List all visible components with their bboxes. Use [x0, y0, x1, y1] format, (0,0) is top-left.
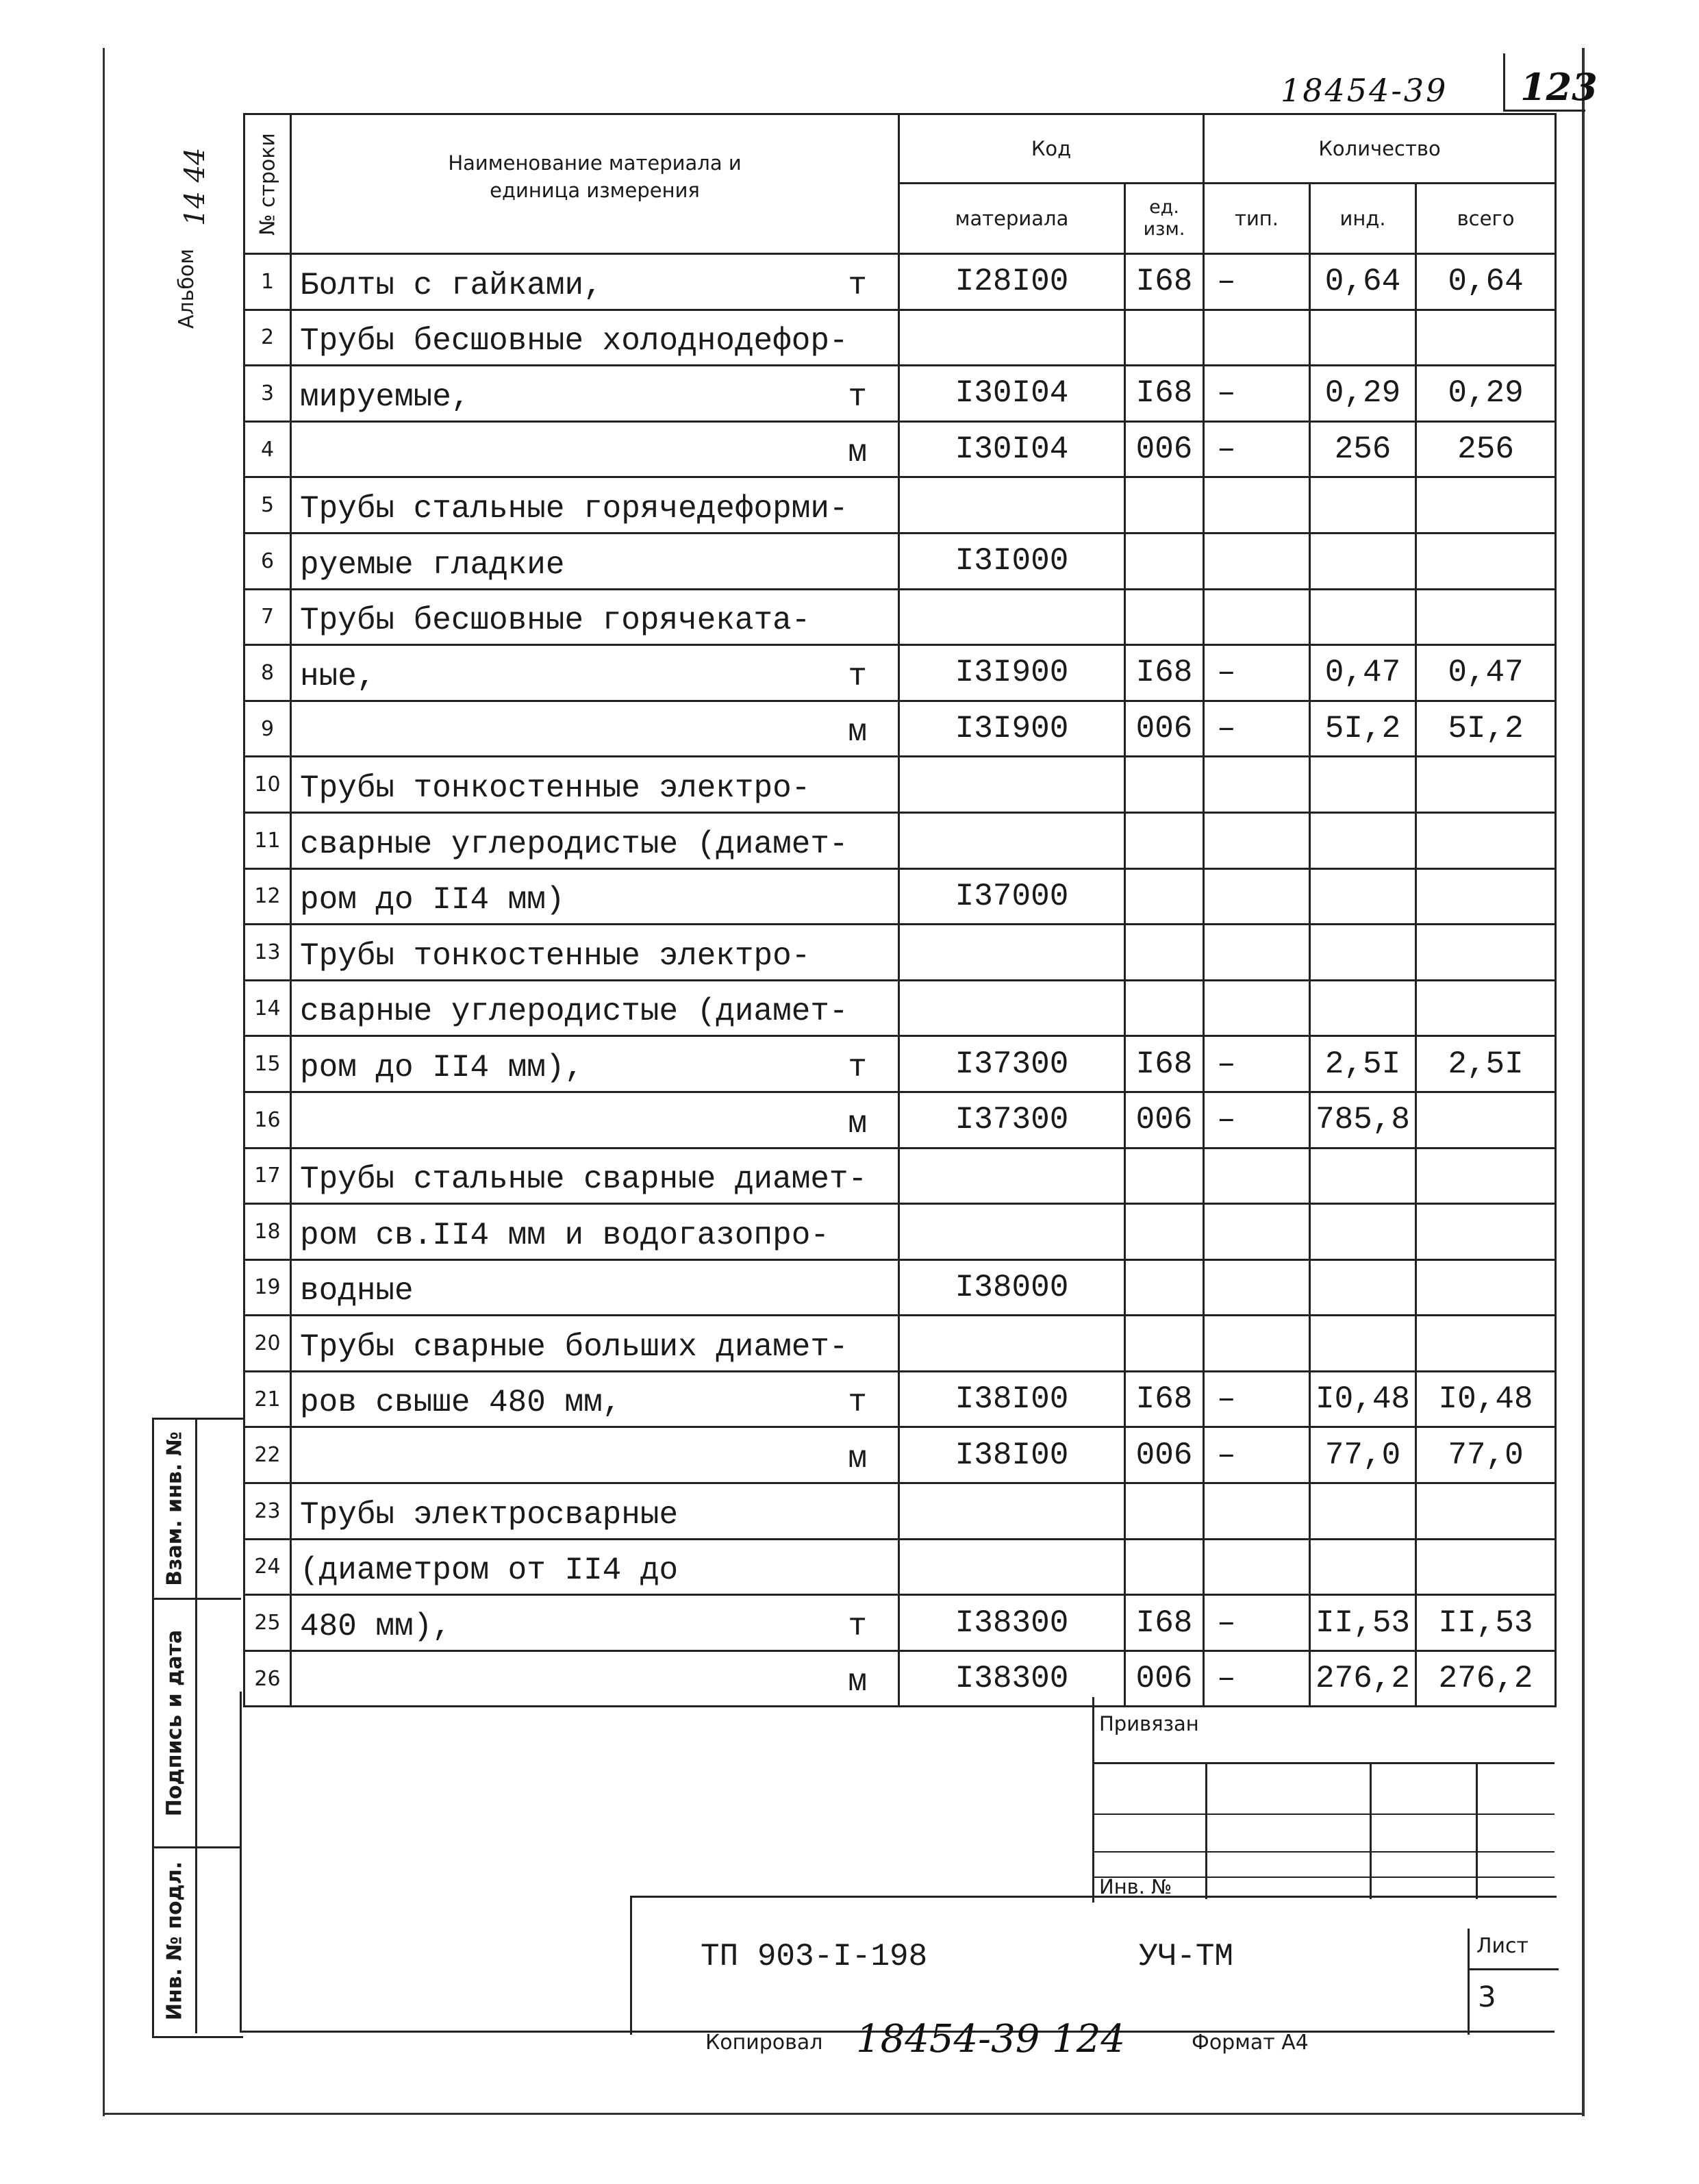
material-name-cell	[291, 980, 899, 1036]
material-code: I38300	[899, 1650, 1125, 1707]
measure-unit: т	[848, 1385, 867, 1421]
row-number: 23	[244, 1483, 291, 1540]
material-code	[899, 1483, 1125, 1540]
qty-typ: –	[1204, 421, 1310, 477]
material-code: I30I04	[899, 421, 1125, 477]
qty-typ: –	[1204, 254, 1310, 310]
qty-ind	[1310, 980, 1416, 1036]
qty-typ	[1204, 1259, 1310, 1316]
measure-unit: м	[848, 1441, 867, 1477]
material-name: ром до II4 мм),	[300, 1049, 584, 1085]
document-designation: УЧ-ТМ	[1139, 1939, 1234, 1974]
measure-unit: м	[848, 435, 867, 471]
table-row	[244, 1595, 1556, 1651]
material-name: Трубы бесшовные горячеката-	[300, 603, 811, 639]
qty-total	[1416, 980, 1556, 1036]
row-number: 6	[244, 533, 291, 589]
copied-by-handwritten: 18454-39 124	[856, 2017, 1126, 2061]
qty-ind: 5I,2	[1310, 701, 1416, 757]
unit-code: I68	[1125, 366, 1204, 422]
qty-total	[1416, 589, 1556, 645]
qty-ind: 256	[1310, 421, 1416, 477]
qty-typ: –	[1204, 701, 1310, 757]
unit-code: 006	[1125, 1650, 1204, 1707]
material-name: Трубы бесшовные холоднодефор-	[300, 323, 848, 360]
material-code: I38000	[899, 1259, 1125, 1316]
qty-total	[1416, 533, 1556, 589]
qty-ind	[1310, 1148, 1416, 1204]
material-code: I30I04	[899, 366, 1125, 422]
row-number: 2	[244, 310, 291, 366]
row-number: 20	[244, 1316, 291, 1372]
row-number: 14	[244, 980, 291, 1036]
qty-ind	[1310, 812, 1416, 868]
material-code: I38I00	[899, 1371, 1125, 1427]
material-name-cell	[291, 1650, 899, 1707]
unit-code	[1125, 1204, 1204, 1260]
qty-ind: 0,64	[1310, 254, 1416, 310]
qty-typ: –	[1204, 1650, 1310, 1707]
material-name-cell	[291, 1427, 899, 1483]
material-name-cell	[291, 254, 899, 310]
row-number: 18	[244, 1204, 291, 1260]
unit-code	[1125, 477, 1204, 534]
row-number: 12	[244, 868, 291, 925]
material-name: 480 мм),	[300, 1608, 451, 1644]
frame-bottom-border	[103, 2113, 1585, 2115]
table-row	[244, 1483, 1556, 1540]
qty-ind	[1310, 310, 1416, 366]
side-stamp-inv-podl	[154, 1848, 241, 2033]
qty-total: 77,0	[1416, 1427, 1556, 1483]
table-row	[244, 1427, 1556, 1483]
qty-ind	[1310, 533, 1416, 589]
unit-code: 006	[1125, 701, 1204, 757]
sheet-number-underline	[1503, 110, 1585, 112]
qty-typ	[1204, 757, 1310, 813]
unit-code	[1125, 1483, 1204, 1540]
table-row	[244, 533, 1556, 589]
qty-ind: 0,47	[1310, 645, 1416, 701]
measure-unit: м	[848, 1664, 867, 1700]
row-number: 24	[244, 1539, 291, 1595]
format-label: Формат А4	[1192, 2031, 1309, 2055]
qty-ind	[1310, 757, 1416, 813]
qty-total	[1416, 1483, 1556, 1540]
row-number: 8	[244, 645, 291, 701]
material-name-cell	[291, 533, 899, 589]
album-number: 14 44	[179, 147, 211, 226]
unit-code: 006	[1125, 1092, 1204, 1148]
frame-left-border	[103, 48, 105, 2116]
material-name: Трубы сварные больших диамет-	[300, 1329, 848, 1365]
qty-typ: –	[1204, 1427, 1310, 1483]
material-code: I3I900	[899, 701, 1125, 757]
row-number: 26	[244, 1650, 291, 1707]
qty-total	[1416, 310, 1556, 366]
material-code	[899, 310, 1125, 366]
material-name: ров свыше 480 мм,	[300, 1385, 622, 1421]
row-number: 22	[244, 1427, 291, 1483]
material-code	[899, 1316, 1125, 1372]
qty-total: 256	[1416, 421, 1556, 477]
row-number: 17	[244, 1148, 291, 1204]
table-row	[244, 812, 1556, 868]
qty-total: 2,5I	[1416, 1036, 1556, 1092]
material-code	[899, 925, 1125, 981]
stamp-left-rule	[240, 1692, 242, 2033]
material-code: I38300	[899, 1595, 1125, 1651]
row-number: 25	[244, 1595, 291, 1651]
qty-typ	[1204, 812, 1310, 868]
material-name-cell	[291, 645, 899, 701]
qty-total: 0,29	[1416, 366, 1556, 422]
unit-code: I68	[1125, 1036, 1204, 1092]
measure-unit: м	[848, 714, 867, 751]
measure-unit: м	[848, 1105, 867, 1142]
unit-code	[1125, 1148, 1204, 1204]
header-row-number: № строки	[244, 114, 291, 254]
material-name-cell	[291, 925, 899, 981]
qty-typ	[1204, 310, 1310, 366]
qty-typ	[1204, 980, 1310, 1036]
row-number: 5	[244, 477, 291, 534]
material-name: сварные углеродистые (диамет-	[300, 994, 848, 1030]
table-row	[244, 645, 1556, 701]
table-row	[244, 701, 1556, 757]
qty-typ: –	[1204, 1371, 1310, 1427]
material-name: Трубы тонкостенные электро-	[300, 770, 811, 806]
qty-total	[1416, 1092, 1556, 1148]
qty-ind	[1310, 589, 1416, 645]
qty-total: I0,48	[1416, 1371, 1556, 1427]
qty-typ	[1204, 868, 1310, 925]
unit-code: 006	[1125, 1427, 1204, 1483]
unit-code: I68	[1125, 645, 1204, 701]
table-row	[244, 589, 1556, 645]
qty-ind: 77,0	[1310, 1427, 1416, 1483]
sheet-box	[1468, 1929, 1559, 2035]
materials-table	[243, 113, 1557, 1707]
material-name-cell	[291, 1316, 899, 1372]
material-name-cell	[291, 1483, 899, 1540]
measure-unit: т	[848, 1049, 867, 1085]
unit-code	[1125, 1539, 1204, 1595]
title-block	[630, 1896, 1557, 2035]
material-name: водные	[300, 1273, 414, 1309]
side-stamp	[152, 1418, 243, 2038]
qty-typ	[1204, 533, 1310, 589]
qty-typ	[1204, 589, 1310, 645]
row-number: 3	[244, 366, 291, 422]
material-code: I3I900	[899, 645, 1125, 701]
material-name: руемые гладкие	[300, 547, 565, 583]
unit-code: 006	[1125, 421, 1204, 477]
frame-right-border	[1582, 48, 1585, 2116]
side-stamp-podpis-label: Подпись и дата	[162, 1629, 187, 1817]
side-stamp-inv-podl-label: Инв. № подл.	[162, 1861, 187, 2021]
qty-total: 0,64	[1416, 254, 1556, 310]
material-name-cell	[291, 366, 899, 422]
header-material-name: Наименование материала и единица измерения	[291, 114, 899, 254]
material-name-cell	[291, 1595, 899, 1651]
qty-typ: –	[1204, 1092, 1310, 1148]
table-row	[244, 1148, 1556, 1204]
material-code	[899, 1148, 1125, 1204]
table-row	[244, 1259, 1556, 1316]
table-row	[244, 421, 1556, 477]
material-code	[899, 980, 1125, 1036]
table-row	[244, 366, 1556, 422]
row-number: 9	[244, 701, 291, 757]
qty-total	[1416, 868, 1556, 925]
qty-typ	[1204, 1316, 1310, 1372]
unit-code	[1125, 589, 1204, 645]
qty-total: 276,2	[1416, 1650, 1556, 1707]
qty-total	[1416, 1539, 1556, 1595]
table-row	[244, 1204, 1556, 1260]
material-name: ные,	[300, 658, 376, 694]
row-number: 19	[244, 1259, 291, 1316]
material-code	[899, 1539, 1125, 1595]
measure-unit: т	[848, 267, 867, 303]
unit-code	[1125, 1259, 1204, 1316]
table-row	[244, 1092, 1556, 1148]
qty-typ: –	[1204, 645, 1310, 701]
table-row	[244, 868, 1556, 925]
material-code: I37300	[899, 1092, 1125, 1148]
table-row	[244, 980, 1556, 1036]
qty-typ	[1204, 1148, 1310, 1204]
sheet-value: 3	[1478, 1980, 1496, 2013]
qty-total	[1416, 1316, 1556, 1372]
material-code: I37000	[899, 868, 1125, 925]
qty-ind: I0,48	[1310, 1371, 1416, 1427]
album-label: Альбом	[175, 249, 199, 329]
qty-total: 0,47	[1416, 645, 1556, 701]
row-number: 10	[244, 757, 291, 813]
header-typ: тип.	[1204, 184, 1310, 254]
material-name-cell	[291, 868, 899, 925]
material-code	[899, 477, 1125, 534]
side-stamp-vzam-label: Взам. инв. №	[162, 1431, 187, 1586]
sheet-number-divider	[1503, 53, 1505, 112]
document-code: ТП 903-I-198	[701, 1939, 928, 1974]
qty-total	[1416, 925, 1556, 981]
unit-code	[1125, 1316, 1204, 1372]
row-number: 11	[244, 812, 291, 868]
measure-unit: т	[848, 379, 867, 415]
qty-typ: –	[1204, 1036, 1310, 1092]
qty-ind: 785,8	[1310, 1092, 1416, 1148]
reference-number: 18454-39	[1281, 72, 1448, 109]
material-code	[899, 589, 1125, 645]
inv-no-label: Инв. №	[1099, 1875, 1172, 1898]
qty-total	[1416, 1259, 1556, 1316]
table-row	[244, 925, 1556, 981]
material-name: сварные углеродистые (диамет-	[300, 826, 848, 862]
qty-ind	[1310, 1483, 1416, 1540]
qty-typ	[1204, 1539, 1310, 1595]
qty-typ	[1204, 1483, 1310, 1540]
header-code-group: Код	[899, 114, 1204, 184]
qty-total: 5I,2	[1416, 701, 1556, 757]
sheet-label: Лист	[1476, 1934, 1529, 1958]
qty-ind	[1310, 1204, 1416, 1260]
material-code: I3I000	[899, 533, 1125, 589]
qty-ind	[1310, 1539, 1416, 1595]
material-name-cell	[291, 477, 899, 534]
qty-total: II,53	[1416, 1595, 1556, 1651]
table-row	[244, 254, 1556, 310]
material-name: Трубы тонкостенные электро-	[300, 938, 811, 974]
material-name-cell	[291, 1539, 899, 1595]
material-name-cell	[291, 1204, 899, 1260]
row-number: 21	[244, 1371, 291, 1427]
qty-ind: 0,29	[1310, 366, 1416, 422]
table-row	[244, 477, 1556, 534]
header-ind: инд.	[1310, 184, 1416, 254]
table-row	[244, 1539, 1556, 1595]
material-name: ром до II4 мм)	[300, 882, 565, 918]
row-number: 4	[244, 421, 291, 477]
unit-code	[1125, 533, 1204, 589]
qty-typ	[1204, 1204, 1310, 1260]
header-quantity-group: Количество	[1204, 114, 1556, 184]
qty-ind	[1310, 925, 1416, 981]
table-row	[244, 310, 1556, 366]
copied-by-label: Копировал	[705, 2031, 823, 2055]
material-code	[899, 1204, 1125, 1260]
row-number: 15	[244, 1036, 291, 1092]
table-row	[244, 1036, 1556, 1092]
material-name-cell	[291, 812, 899, 868]
qty-ind	[1310, 868, 1416, 925]
qty-total	[1416, 477, 1556, 534]
row-number: 7	[244, 589, 291, 645]
header-total: всего	[1416, 184, 1556, 254]
unit-code	[1125, 812, 1204, 868]
side-stamp-podpis	[154, 1600, 241, 1848]
qty-ind: 2,5I	[1310, 1036, 1416, 1092]
qty-ind: 276,2	[1310, 1650, 1416, 1707]
material-code: I28I00	[899, 254, 1125, 310]
qty-typ: –	[1204, 1595, 1310, 1651]
qty-total	[1416, 757, 1556, 813]
material-name: Болты с гайками,	[300, 267, 603, 303]
unit-code	[1125, 980, 1204, 1036]
material-name-cell	[291, 1092, 899, 1148]
material-name-cell	[291, 1148, 899, 1204]
material-name-cell	[291, 1036, 899, 1092]
qty-typ	[1204, 477, 1310, 534]
measure-unit: т	[848, 658, 867, 694]
table-row	[244, 1371, 1556, 1427]
material-name: (диаметром от II4 до	[300, 1553, 679, 1589]
material-name: ром св.II4 мм и водогазопро-	[300, 1217, 829, 1253]
unit-code	[1125, 757, 1204, 813]
qty-total	[1416, 812, 1556, 868]
qty-ind	[1310, 477, 1416, 534]
privyazan-label: Привязан	[1099, 1712, 1199, 1735]
qty-ind	[1310, 1316, 1416, 1372]
material-name-cell	[291, 310, 899, 366]
material-name: мируемые,	[300, 379, 470, 415]
unit-code	[1125, 868, 1204, 925]
qty-ind	[1310, 1259, 1416, 1316]
material-name: Трубы стальные горячедеформи-	[300, 490, 848, 527]
row-number: 1	[244, 254, 291, 310]
material-name-cell	[291, 757, 899, 813]
sheet-number: 123	[1520, 65, 1598, 109]
material-code: I37300	[899, 1036, 1125, 1092]
unit-code: I68	[1125, 1371, 1204, 1427]
row-number: 16	[244, 1092, 291, 1148]
unit-code: I68	[1125, 254, 1204, 310]
unit-code	[1125, 925, 1204, 981]
table-row	[244, 757, 1556, 813]
material-code	[899, 757, 1125, 813]
header-unit-code: ед. изм.	[1125, 184, 1204, 254]
material-code: I38I00	[899, 1427, 1125, 1483]
material-name-cell	[291, 1371, 899, 1427]
material-name: Трубы стальные сварные диамет-	[300, 1162, 868, 1198]
side-stamp-vzam	[154, 1420, 241, 1600]
header-material-code: материала	[899, 184, 1125, 254]
qty-ind: II,53	[1310, 1595, 1416, 1651]
material-name: Трубы электросварные	[300, 1496, 679, 1533]
material-name-cell	[291, 1259, 899, 1316]
qty-typ: –	[1204, 366, 1310, 422]
material-code	[899, 812, 1125, 868]
qty-typ	[1204, 925, 1310, 981]
qty-total	[1416, 1204, 1556, 1260]
unit-code: I68	[1125, 1595, 1204, 1651]
material-name-cell	[291, 589, 899, 645]
row-number: 13	[244, 925, 291, 981]
unit-code	[1125, 310, 1204, 366]
material-name-cell	[291, 421, 899, 477]
material-name-cell	[291, 701, 899, 757]
qty-total	[1416, 1148, 1556, 1204]
table-row	[244, 1316, 1556, 1372]
measure-unit: т	[848, 1608, 867, 1644]
